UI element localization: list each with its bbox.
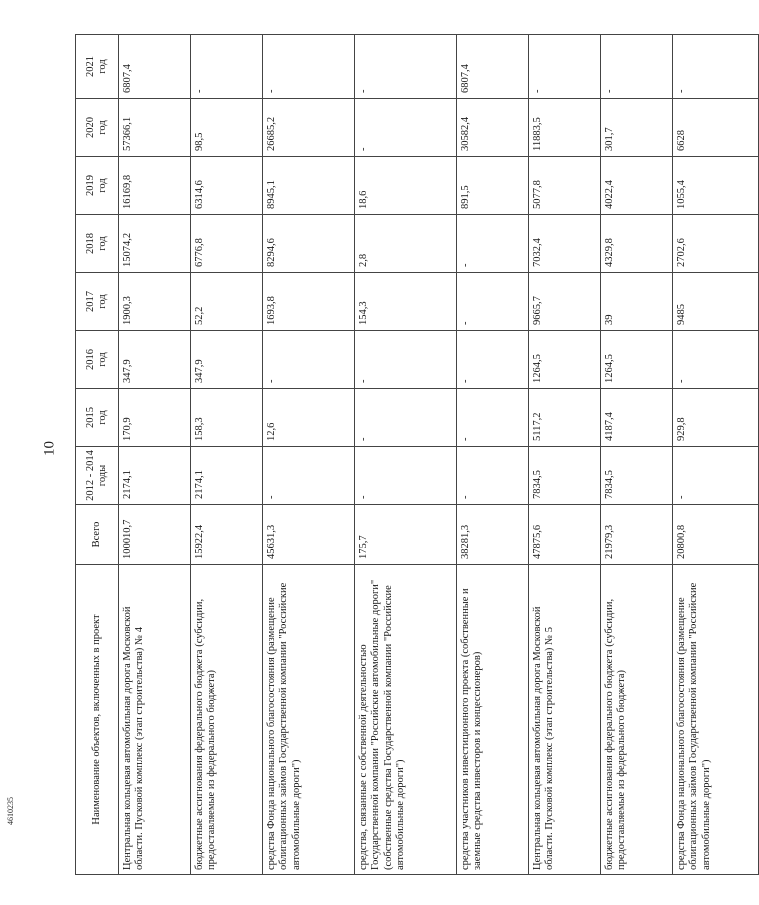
row-name-cell: средства участников инвестиционного проекта (собственные и заемные средства инвесторов и концессионеров) [457,565,529,875]
table-row [191,35,263,875]
column-header-bottom: год [97,120,108,135]
value-cell: 15074,2 [119,215,191,273]
column-header [76,447,119,505]
value-cell: - [263,331,355,389]
table-row [529,35,601,875]
value-cell: - [263,447,355,505]
document-code: 4610235 [6,797,15,825]
column-header-bottom: год [97,236,108,251]
value-cell: - [355,99,457,157]
column-header-bottom: год [97,352,108,367]
value-cell: - [529,35,601,99]
column-header [76,157,119,215]
table-header-row [76,35,119,875]
column-header [76,215,119,273]
table-row [119,35,191,875]
column-header-top: 2017 [84,291,96,312]
value-cell: 5117,2 [529,389,601,447]
row-name-cell: Центральная кольцевая автомобильная дорога Московской области. Пусковой комплекс (этап строительства) № 5 [529,565,601,875]
row-name-cell: бюджетные ассигнования федерального бюджета (субсидии, предоставляемые из федерального бюджета) [191,565,263,875]
value-cell: 891,5 [457,157,529,215]
column-header-bottom: годы [97,464,108,487]
value-cell: 170,9 [119,389,191,447]
value-cell: - [457,215,529,273]
value-cell: 6807,4 [119,35,191,99]
value-cell: 38281,3 [457,505,529,565]
value-cell: 18,6 [355,157,457,215]
column-header-top: Наименование объектов, включенных в проект [90,614,102,825]
value-cell: - [355,35,457,99]
value-cell: 4187,4 [601,389,673,447]
value-cell: - [673,331,759,389]
column-header-top: 2015 [84,407,96,428]
column-header-top: 2016 [84,349,96,370]
table-row [457,35,529,875]
value-cell: - [673,35,759,99]
value-cell: 9665,7 [529,273,601,331]
value-cell: 7834,5 [529,447,601,505]
value-cell: 1055,4 [673,157,759,215]
column-header [76,99,119,157]
value-cell: 6807,4 [457,35,529,99]
column-header-bottom: год [97,294,108,309]
value-cell: 30582,4 [457,99,529,157]
value-cell: 7834,5 [601,447,673,505]
column-header [76,389,119,447]
value-cell: 11883,5 [529,99,601,157]
value-cell: 100010,7 [119,505,191,565]
value-cell: 4329,8 [601,215,673,273]
column-header [76,35,119,99]
value-cell: - [355,389,457,447]
table-body [119,35,759,875]
table-row [355,35,457,875]
table-row [601,35,673,875]
value-cell: 2174,1 [119,447,191,505]
column-header [76,505,119,565]
value-cell: - [355,331,457,389]
budget-table [75,34,759,875]
value-cell: 301,7 [601,99,673,157]
value-cell: 1264,5 [529,331,601,389]
value-cell: 2702,6 [673,215,759,273]
value-cell: 929,8 [673,389,759,447]
value-cell: 8294,6 [263,215,355,273]
value-cell: 47875,6 [529,505,601,565]
value-cell: 39 [601,273,673,331]
value-cell: - [457,331,529,389]
value-cell: 8945,1 [263,157,355,215]
column-header-top: 2018 [84,233,96,254]
value-cell: - [457,389,529,447]
table-row [673,35,759,875]
value-cell: 98,5 [191,99,263,157]
value-cell: 1264,5 [601,331,673,389]
column-header-bottom: год [97,59,108,74]
value-cell: 12,6 [263,389,355,447]
value-cell: - [355,447,457,505]
value-cell: - [191,35,263,99]
row-name-cell: средства, связанные с собственной деятельностью Государственной компании "Российские автомобильные дороги" (собственные средства Государственной компании "Российские автомобильные дороги") [355,565,457,875]
value-cell: 7032,4 [529,215,601,273]
column-header-top: 2012 - 2014 [84,450,96,501]
column-header [76,273,119,331]
value-cell: 5077,8 [529,157,601,215]
value-cell: 175,7 [355,505,457,565]
column-header-top: Всего [90,521,102,548]
value-cell: 158,3 [191,389,263,447]
column-header [76,331,119,389]
value-cell: 347,9 [119,331,191,389]
value-cell: 9485 [673,273,759,331]
value-cell: 21979,3 [601,505,673,565]
table-row [263,35,355,875]
row-name-cell: бюджетные ассигнования федерального бюджета (субсидии, предоставляемые из федерального бюджета) [601,565,673,875]
column-header-bottom: год [97,410,108,425]
value-cell: 6628 [673,99,759,157]
rotated-table-container [75,35,712,875]
row-name-cell: средства Фонда национального благосостояния (размещение облигационных займов Государственной компании "Российские автомобильные дороги") [673,565,759,875]
value-cell: 57366,1 [119,99,191,157]
row-name-cell: средства Фонда национального благосостояния (размещение облигационных займов Государственной компании "Российские автомобильные дороги") [263,565,355,875]
value-cell: 6776,8 [191,215,263,273]
value-cell: 347,9 [191,331,263,389]
value-cell: - [457,273,529,331]
column-header-top: 2020 [84,117,96,138]
column-header-bottom: год [97,178,108,193]
value-cell: 2,8 [355,215,457,273]
value-cell: - [673,447,759,505]
value-cell: 26685,2 [263,99,355,157]
value-cell: 20800,8 [673,505,759,565]
value-cell: 52,2 [191,273,263,331]
value-cell: 15922,4 [191,505,263,565]
value-cell: 45631,3 [263,505,355,565]
value-cell: - [457,447,529,505]
value-cell: - [601,35,673,99]
value-cell: 154,3 [355,273,457,331]
value-cell: 4022,4 [601,157,673,215]
value-cell: 2174,1 [191,447,263,505]
value-cell: 6314,6 [191,157,263,215]
value-cell: 1693,8 [263,273,355,331]
column-header-top: 2019 [84,175,96,196]
column-header [76,565,119,875]
row-name-cell: Центральная кольцевая автомобильная дорога Московской области. Пусковой комплекс (этап строительства) № 4 [119,565,191,875]
value-cell: - [263,35,355,99]
column-header-top: 2021 [84,56,96,77]
page-number: 10 [41,441,58,456]
value-cell: 16169,8 [119,157,191,215]
value-cell: 1900,3 [119,273,191,331]
